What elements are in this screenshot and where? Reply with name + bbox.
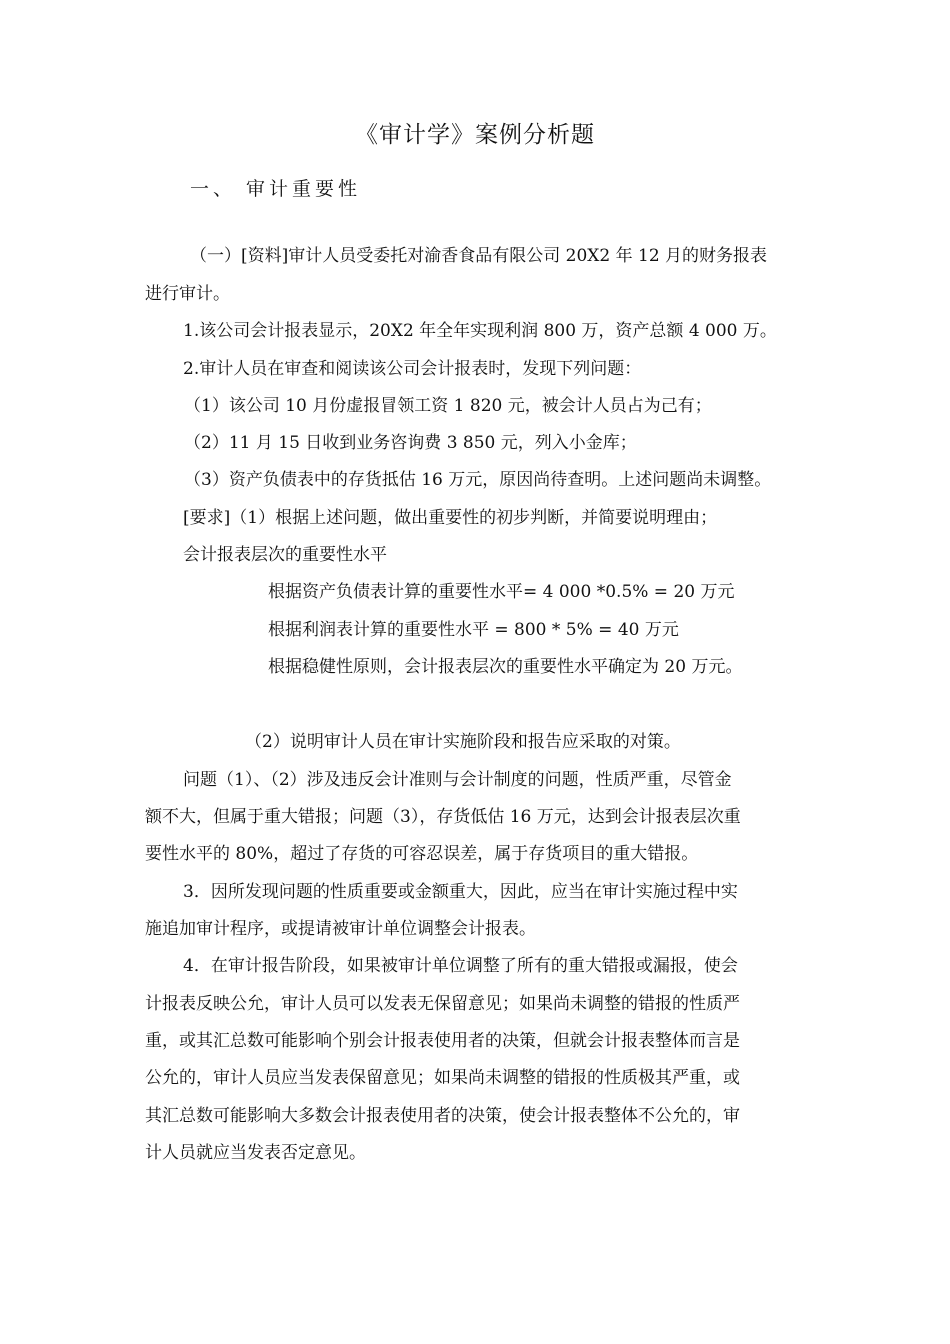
paragraph-line: 3．因所发现问题的性质重要或金额重大，因此，应当在审计实施过程中实 [183, 882, 738, 902]
paragraph-line: （1）该公司 10 月份虚报冒领工资 1 820 元，被会计人员占为己有； [184, 396, 712, 416]
paragraph-line: （3）资产负债表中的存货抵估 16 万元，原因尚待查明。上述问题尚未调整。 [184, 470, 772, 490]
paragraph-line: 计报表反映公允，审计人员可以发表无保留意见；如果尚未调整的错报的性质严 [145, 994, 740, 1014]
paragraph-line: 问题（1）、（2）涉及违反会计准则与会计制度的问题，性质严重，尽管金 [183, 770, 732, 790]
formula-line: 根据稳健性原则，会计报表层次的重要性水平确定为 20 万元。 [268, 657, 743, 677]
paragraph-line: 其汇总数可能影响大多数会计报表使用者的决策，使会计报表整体不公允的，审 [145, 1106, 740, 1126]
paragraph-line: （一）[资料]审计人员受委托对渝香食品有限公司 20X2 年 12 月的财务报表 [190, 246, 768, 266]
formula-line: 根据资产负债表计算的重要性水平= 4 000 *0.5% = 20 万元 [268, 582, 735, 602]
paragraph-line: 计人员就应当发表否定意见。 [145, 1143, 366, 1163]
formula-line: 根据利润表计算的重要性水平 = 800 * 5% = 40 万元 [268, 620, 679, 640]
paragraph-line: 公允的，审计人员应当发表保留意见；如果尚未调整的错报的性质极其严重，或 [145, 1068, 740, 1088]
section-heading: 一、 审计重要性 [190, 178, 362, 200]
paragraph-line: [要求]（1）根据上述问题，做出重要性的初步判断，并简要说明理由； [183, 508, 718, 528]
paragraph-line: 施追加审计程序，或提请被审计单位调整会计报表。 [145, 919, 536, 939]
paragraph-line: （2）11 月 15 日收到业务咨询费 3 850 元，列入小金库； [184, 433, 637, 453]
paragraph-line: （2）说明审计人员在审计实施阶段和报告应采取的对策。 [245, 732, 681, 752]
paragraph-line: 重，或其汇总数可能影响个别会计报表使用者的决策，但就会计报表整体而言是 [145, 1031, 740, 1051]
paragraph-line: 2.审计人员在审查和阅读该公司会计报表时，发现下列问题： [183, 359, 642, 379]
paragraph-line: 额不大，但属于重大错报；问题（3），存货低估 16 万元，达到会计报表层次重 [145, 807, 741, 827]
document-title: 《审计学》案例分析题 [355, 122, 595, 148]
paragraph-line: 1.该公司会计报表显示，20X2 年全年实现利润 800 万，资产总额 4 000 万。 [183, 321, 777, 341]
paragraph-line: 会计报表层次的重要性水平 [183, 545, 387, 565]
paragraph-line: 4．在审计报告阶段，如果被审计单位调整了所有的重大错报或漏报，使会 [183, 956, 738, 976]
paragraph-line: 进行审计。 [145, 284, 230, 304]
paragraph-line: 要性水平的 80%，超过了存货的可容忍误差，属于存货项目的重大错报。 [145, 844, 699, 864]
